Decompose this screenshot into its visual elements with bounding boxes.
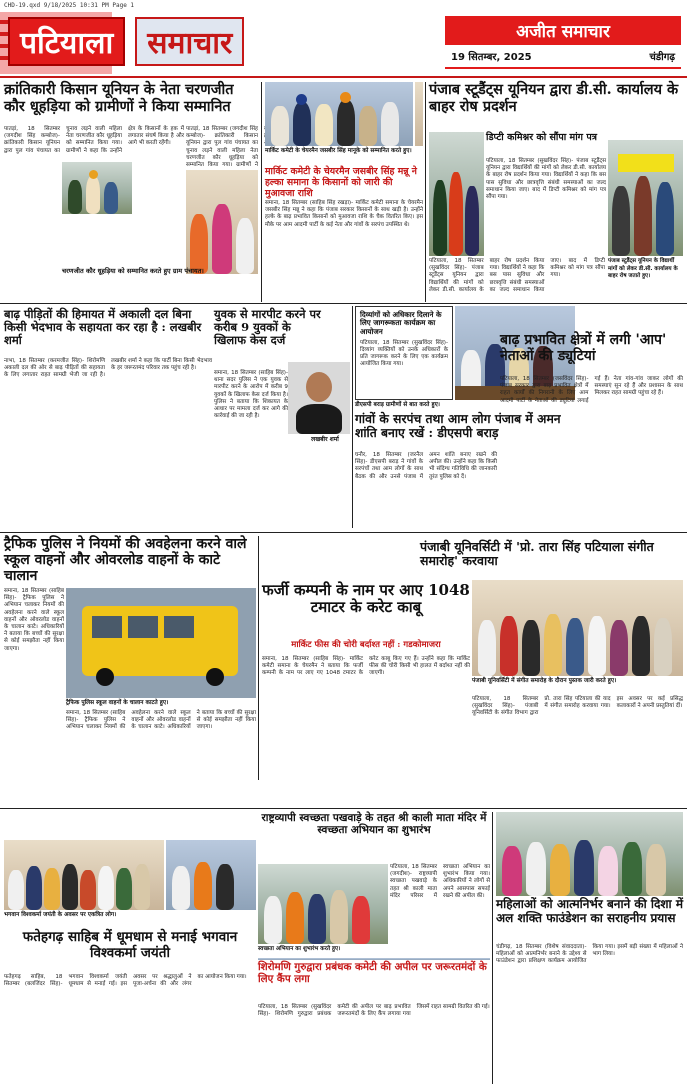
photo-honour [186,170,258,274]
masthead-brand-block [445,16,681,72]
column-rule [258,536,259,780]
photo-portrait [288,362,350,434]
masthead-title [8,18,418,64]
photo-edge [415,82,423,146]
story-body: समाना, 18 सितम्बर (साहिब सिंह)- थाना सदर पुलिस ने एक युवक से मारपीट करने के आरोप में करीब 9 युवकों के खिलाफ केस दर्ज किया है। पुलिस ने बताया कि शिकायत के आधार पर मामला दर्ज कर आगे की कार्रवाई की जा रही है। [214,370,288,420]
masthead [0,12,687,74]
story-body: फतेहगढ़ साहिब, 18 सितम्बर (बलजिंदर सिंह)- भगवान विश्वकर्मा जयंती धूमधाम से मनाई गई। इस अवसर पर श्रद्धालुओं ने पूजा-अर्चना की और लंगर का आयोजन किया गया। [4,974,247,988]
subheadline: मार्किट फीस की चोरी बर्दाश्त नहीं : गडकोमाजरा [291,640,441,650]
caption: चरणजीत कौर धूहड़िया को सम्मानित करते हुए ग्राम पंचायत। [62,267,204,275]
masthead-title-part2: समाचार [135,17,244,66]
headline: फर्जी कम्पनी के नाम पर आए 1048 टमाटर के करेट काबू [262,581,470,617]
caption: लखबीर शर्मा [311,436,339,443]
story-traffic-police [4,536,254,584]
story-body: समाना, 18 सितम्बर (साहिब सिंह)- मार्किट कमेटी समाना के चेयरमैन ने बताया कि फर्जी कम्पनी के नाम पर लाए गए 1048 टमाटर के करेट काबू किए गए हैं। उन्होंने कहा कि मार्किट फीस की चोरी किसी भी हालत में बर्दाश्त नहीं की जाएगी। [262,656,470,677]
edition-city: चंडीगढ़ [649,52,675,63]
photo-protest-left [429,132,484,256]
headline: क्रांतिकारी किसान यूनियन के नेता चरणजीत कौर धूहड़िया को ग्रामीणों ने किया सम्मानित [4,81,234,115]
story-tomato-crates [262,582,470,638]
story-tomato-subhead [262,640,470,654]
caption: पंजाब स्टूडैंट्स यूनियन के विद्यार्थी मांगों को लेकर डी.सी. कार्यालय के बाहर रोष जताते हुए। [608,258,678,279]
divider-strip [258,958,490,960]
photo-vishwakarma [4,840,164,910]
story-akali-dal [4,308,212,354]
caption: पंजाबी यूनिवर्सिटी में संगीत समारोह के दौरान पुस्तक जारी करते हुए। [472,678,617,684]
dateline [445,45,681,69]
masthead-rule [0,76,687,78]
headline: पंजाबी यूनिवर्सिटी में 'प्रो. तारा सिंह पटियाला संगीत समारोह' करवाया [420,539,654,569]
row-rule [0,808,687,809]
story-body: घनौर, 18 सितम्बर (जरनैल सिंह)- डीएसपी बराड़ ने गांवों के सरपंचों तथा आम लोगों के साथ बैठक की और उनसे पंजाब में अमन शांति बनाए रखने की अपील की। उन्होंने कहा कि किसी भी संदिग्ध गतिविधि की जानकारी तुरंत पुलिस को दें। [355,452,497,480]
story-vishwakarma [4,930,256,970]
story-kisan-union [4,82,259,122]
row-rule [0,532,687,533]
column-rule [352,306,353,528]
issue-date: 19 सितम्बर, 2025 [451,52,532,63]
photo-women [496,812,683,896]
story-box-awareness [355,306,453,400]
story-body: पातड़ां, 18 सितम्बर (जगदीश सिंह कम्बोज)- क्रांतिकारी किसान यूनियन द्वारा पुल गांव पंचायत का चुनाव लड़ने वाली महिला नेता चरणजीत कौर धूहड़िया को सम्मानित किया गया। ग्रामीणों ने कहा कि उन्होंने क्षेत्र के किसानों के हक में लगातार संघर्ष किया है और आगे भी करती रहेंगी। [4,126,184,154]
story-students-union [429,82,683,132]
story-body: चंडीगढ़, 18 सितम्बर (विशेष संवाददाता)- महिलाओं को आत्मनिर्भर बनाने के उद्देश्य से फाउंडेशन द्वारा प्रशिक्षण कार्यक्रम आयोजित किया गया। इसमें बड़ी संख्या में महिलाओं ने भाग लिया। [496,944,683,965]
story-body: नाभा, 18 सितम्बर (करमजीत सिंह)- शिरोमणि अकाली दल की ओर से बाढ़ पीड़ितों की सहायता के लिए लगातार राहत सामग्री भेजी जा रही है। लखबीर शर्मा ने कहा कि पार्टी बिना किसी भेदभाव के हर जरूरतमंद परिवार तक पहुंच रही है। [4,358,212,379]
headline: बाढ़ प्रभावित क्षेत्रों में लगी 'आप' नेताओं की ड्यूटियां [500,332,667,365]
story-women-empowerment [496,898,683,940]
story-cleanliness-drive [258,812,490,860]
column-rule [425,82,426,302]
masthead-title-part1: पटियाला [8,17,125,66]
story-body-cont: पातड़ां, 18 सितम्बर (जगदीश सिंह कम्बोज)- क्रांतिकारी किसान यूनियन द्वारा पुल गांव पंचायत का चुनाव लड़ने वाली महिला नेता चरणजीत कौर धूहड़िया को सम्मानित किया गया। ग्रामीणों ने [186,126,258,169]
photo-protest-right [608,140,683,256]
headline: ट्रैफिक पुलिस ने नियमों की अवहेलना करने वाले स्कूल वाहनों और ओवरलोड वाहनों के काटे चालान [4,536,247,585]
story-body-cont: समाना, 18 सितम्बर (साहिब सिंह)- ट्रैफिक पुलिस ने अभियान चलाकर नियमों की अवहेलना करने वाले स्कूल वाहनों और ओवरलोड वाहनों के चालान काटे। अधिकारियों ने बताया कि बच्चों की सुरक्षा से कोई समझौता नहीं किया जाएगा। [66,710,256,731]
story-assault-case [214,308,324,366]
story-body: पटियाला, 18 सितम्बर (सुखविंदर सिंह)- पंजाब स्टूडैंट्स यूनियन द्वारा विद्यार्थियों की मांगों को लेकर डी.सी. कार्यालय के बाहर रोष प्रदर्शन किया गया। विद्यार्थियों ने कहा कि बस पास सुविधा और छात्रवृत्ति संबंधी समस्याओं का जल्द समाधान किया जाए। बाद में डिप्टी कमिश्नर को मांग पत्र सौंपा गया। [486,158,606,201]
photo-music-festival [472,580,683,676]
story-body: समाना, 18 सितम्बर (साहिब सिंह)- ट्रैफिक पुलिस ने अभियान चलाकर नियमों की अवहेलना करने वाले स्कूल वाहनों और ओवरलोड वाहनों के चालान काटे। अधिकारियों ने बताया कि बच्चों की सुरक्षा से कोई समझौता नहीं किया जाएगा। [4,588,64,652]
headline: दिव्यांगों को अधिकार दिलाने के लिए जागरूकता कार्यक्रम का आयोजन [360,310,442,336]
headline: महिलाओं को आत्मनिर्भर बनाने की दिशा में अल शक्ति फाउंडेशन का सराहनीय प्रयास [496,897,684,925]
story-aap-duties [500,332,683,374]
story-body: समाना, 18 सितम्बर (साहिब सिंह रखड़ा)- मार्किट कमेटी समाना के चेयरमैन जसबीर सिंह मन्नू ने कहा कि पंजाब सरकार किसानों के साथ खड़ी है। उन्होंने हल्के के बाढ़ प्रभावित किसानों को मुआवजा राशि के चैक वितरित किए। इस मौके पर आम आदमी पार्टी के कई नेता और गांवों के सरपंच उपस्थित थे। [265,200,423,228]
story-body: पटियाला, 18 सितम्बर (जसविंदर सिंह)- पंजाब सरकार द्वारा बाढ़ प्रभावित क्षेत्रों में राहत कार्यों की निगरानी के लिए आम आदमी पार्टी के नेताओं की ड्यूटियां लगाई गई हैं। नेता गांव-गांव जाकर लोगों की समस्याएं सुन रहे हैं और प्रशासन के साथ मिलकर राहत सामग्री पहुंचा रहे हैं। [500,376,683,404]
headline: युवक से मारपीट करने पर करीब 9 युवकों के खिलाफ केस दर्ज [214,307,321,348]
headline: पंजाब स्टूडैंट्स यूनियन द्वारा डी.सी. कार्यालय के बाहर रोष प्रदर्शन [429,81,679,115]
photo-school-bus [66,588,256,698]
column-rule [261,82,262,302]
row-rule [0,303,687,304]
story-punjabi-university [420,540,683,580]
headline: बाढ़ पीड़ितों की हिमायत में अकाली दल बिना किसी भेदभाव के सहायता कर रहा है : लखबीर शर्मा [4,307,202,348]
caption: भगवान विश्वकर्मा जयंती के अवसर पर एकत्रित लोग। [4,912,117,918]
photo-union-group [62,162,132,214]
headline: राष्ट्रव्यापी स्वच्छता पखवाड़े के तहत श्री काली माता मंदिर में स्वच्छता अभियान का शुभारंभ [261,812,487,837]
column-rule [492,812,493,1084]
headline: फतेहगढ़ साहिब में धूमधाम से मनाई भगवान विश्वकर्मा जयंती [22,929,238,961]
photo-market-committee [265,82,413,146]
caption: मार्किट कमेटी के चेयरमैन जसबीर सिंह मानूके को सम्मानित करते हुए। [265,148,412,154]
headline: मार्किट कमेटी के चेयरमैन जसबीर सिंह मन्नू ने हल्का समाना के किसानों को जारी की मुआवजा राशि [265,166,417,200]
story-market-committee [265,166,423,198]
story-body: पटियाला, 18 सितम्बर (जगदीश)- राष्ट्रव्यापी स्वच्छता पखवाड़े के तहत श्री काली माता मंदिर परिसर में स्वच्छता अभियान का शुभारंभ किया गया। अधिकारियों ने लोगों से अपने आसपास सफाई रखने की अपील की। [390,864,490,899]
story-students-subhead [486,132,606,160]
print-slug: CHD-19.qxd 9/18/2025 10:31 PM Page 1 [4,2,135,9]
caption: डीएसपी बराड़ ग्रामीणों से बात करते हुए। [355,402,440,408]
story-dsp-brar [355,412,575,448]
brand-name: अजीत समाचार [445,16,681,45]
caption: स्वच्छता अभियान का शुभारंभ करते हुए। [258,946,341,952]
headline: शिरोमणि गुरुद्वारा प्रबंधक कमेटी की अपील पर जरूरतमंदों के लिए कैंप लगा [258,961,487,985]
story-body-cont: पटियाला, 18 सितम्बर (सुखविंदर सिंह)- पंजाब स्टूडैंट्स यूनियन द्वारा विद्यार्थियों की मांगों को लेकर डी.सी. कार्यालय के बाहर रोष प्रदर्शन किया गया। विद्यार्थियों ने कहा कि बस पास सुविधा और छात्रवृत्ति संबंधी समस्याओं का जल्द समाधान किया जाए। बाद में डिप्टी कमिश्नर को मांग पत्र सौंपा गया। [429,258,605,293]
photo-cleanliness [258,864,388,944]
story-body: पटियाला, 18 सितम्बर (सुखविंदर सिंह)- पंजाबी यूनिवर्सिटी के संगीत विभाग द्वारा प्रो. तारा सिंह पटियाला की याद में संगीत समारोह करवाया गया। इस अवसर पर कई प्रसिद्ध कलाकारों ने अपनी प्रस्तुतियां दीं। [472,696,683,717]
story-body: पटियाला, 18 सितम्बर (सुखविंदर सिंह)- शिरोमणि गुरुद्वारा प्रबंधक कमेटी की अपील पर बाढ़ प्रभावित जरूरतमंदों के लिए कैंप लगाया गया जिसमें राहत सामग्री वितरित की गई। [258,1004,490,1018]
caption: ट्रैफिक पुलिस स्कूल वाहनों के चालान काटते हुए। [66,700,169,706]
story-body: पटियाला, 18 सितम्बर (सुखविंदर सिंह)- दिव्यांग व्यक्तियों को उनके अधिकारों के प्रति जागरूक करने के लिए एक कार्यक्रम आयोजित किया गया। [360,339,448,368]
story-sgpc [258,962,490,1002]
subheadline: डिप्टी कमिश्नर को सौंपा मांग पत्र [486,132,597,143]
headline: गांवों के सरपंच तथा आम लोग पंजाब में अमन शांति बनाए रखें : डीएसपी बराड़ [355,411,561,441]
photo-vishwakarma-2 [166,840,256,910]
